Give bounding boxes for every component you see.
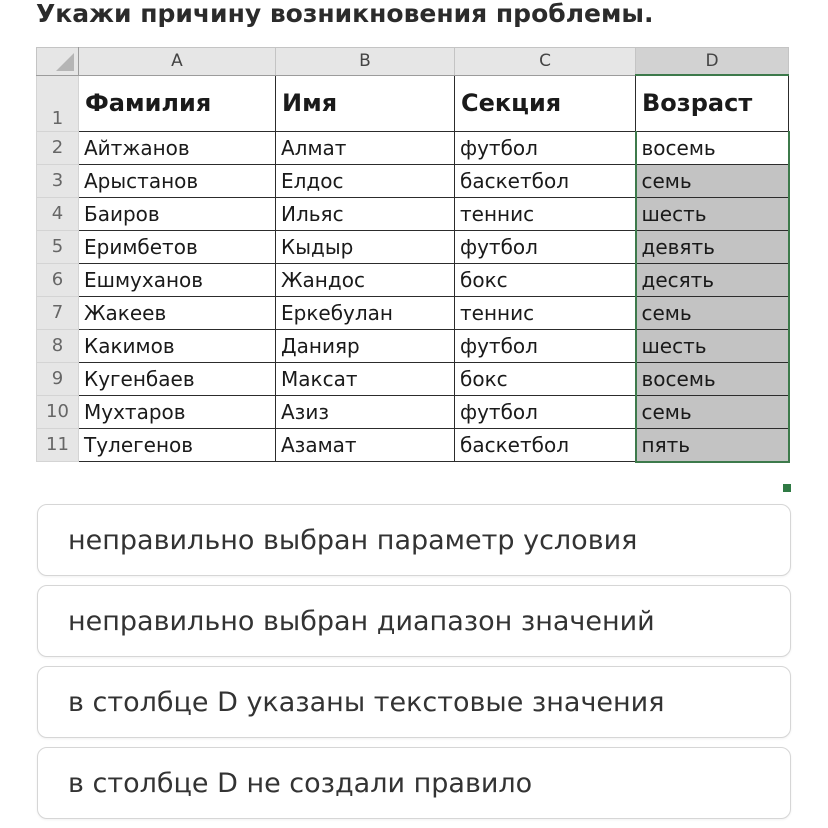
question-title: Укажи причину возникновения проблемы. [36, 0, 654, 28]
cell-age[interactable]: семь [636, 296, 789, 329]
row-number[interactable]: 3 [37, 164, 79, 197]
column-header-a[interactable]: A [79, 48, 276, 76]
cell-age[interactable]: семь [636, 395, 789, 428]
cell-section[interactable]: бокс [455, 362, 636, 395]
cell-age[interactable]: девять [636, 230, 789, 263]
fill-handle[interactable] [782, 483, 792, 493]
table-row [37, 263, 789, 296]
table-row [37, 395, 789, 428]
row-number[interactable]: 6 [37, 263, 79, 296]
table-row [37, 428, 789, 462]
cell-section[interactable]: баскетбол [455, 428, 636, 462]
cell-age[interactable]: восемь [636, 131, 789, 164]
row-number[interactable]: 5 [37, 230, 79, 263]
table-row [37, 296, 789, 329]
cell-surname[interactable]: Какимов [79, 329, 276, 362]
cell-surname[interactable]: Тулегенов [79, 428, 276, 462]
cell-section[interactable]: теннис [455, 197, 636, 230]
cell-age[interactable]: шесть [636, 197, 789, 230]
cell-section[interactable]: бокс [455, 263, 636, 296]
cell-section[interactable]: теннис [455, 296, 636, 329]
row-number[interactable]: 7 [37, 296, 79, 329]
answer-option-2[interactable]: неправильно выбран диапазон значений [37, 585, 791, 657]
table-row [37, 131, 789, 164]
answer-option-3[interactable]: в столбце D указаны текстовые значения [37, 666, 791, 738]
cell-name[interactable]: Ильяс [276, 197, 455, 230]
column-header-d[interactable]: D [636, 48, 789, 76]
cell-age[interactable]: десять [636, 263, 789, 296]
cell-age[interactable]: пять [636, 428, 789, 462]
cell-surname[interactable]: Кугенбаев [79, 362, 276, 395]
row-number[interactable]: 4 [37, 197, 79, 230]
header-cell-age[interactable]: Возраст [636, 75, 789, 131]
table-row [37, 164, 789, 197]
answer-option-1[interactable]: неправильно выбран параметр условия [37, 504, 791, 576]
row-number[interactable]: 10 [37, 395, 79, 428]
row-number[interactable]: 2 [37, 131, 79, 164]
cell-surname[interactable]: Арыстанов [79, 164, 276, 197]
spreadsheet-screenshot [36, 47, 792, 500]
cell-surname[interactable]: Баиров [79, 197, 276, 230]
cell-surname[interactable]: Ешмуханов [79, 263, 276, 296]
cell-section[interactable]: футбол [455, 395, 636, 428]
cell-name[interactable]: Жандос [276, 263, 455, 296]
cell-name[interactable]: Азамат [276, 428, 455, 462]
header-cell-section[interactable]: Секция [455, 75, 636, 131]
cell-section[interactable]: футбол [455, 131, 636, 164]
answer-options [37, 504, 791, 828]
header-row [37, 75, 789, 131]
cell-section[interactable]: баскетбол [455, 164, 636, 197]
cell-age[interactable]: семь [636, 164, 789, 197]
select-all-corner[interactable] [37, 48, 79, 76]
spreadsheet-grid [36, 47, 790, 463]
table-row [37, 230, 789, 263]
header-cell-surname[interactable]: Фамилия [79, 75, 276, 131]
cell-name[interactable]: Данияр [276, 329, 455, 362]
row-number[interactable]: 8 [37, 329, 79, 362]
cell-name[interactable]: Максат [276, 362, 455, 395]
cell-name[interactable]: Азиз [276, 395, 455, 428]
table-row [37, 329, 789, 362]
cell-surname[interactable]: Айтжанов [79, 131, 276, 164]
cell-section[interactable]: футбол [455, 230, 636, 263]
column-header-b[interactable]: B [276, 48, 455, 76]
cell-surname[interactable]: Жакеев [79, 296, 276, 329]
cell-name[interactable]: Кыдыр [276, 230, 455, 263]
row-number[interactable]: 1 [37, 75, 79, 131]
cell-section[interactable]: футбол [455, 329, 636, 362]
cell-name[interactable]: Елдос [276, 164, 455, 197]
row-number[interactable]: 11 [37, 428, 79, 462]
row-number[interactable]: 9 [37, 362, 79, 395]
table-row [37, 197, 789, 230]
cell-age[interactable]: шесть [636, 329, 789, 362]
cell-age[interactable]: восемь [636, 362, 789, 395]
cell-name[interactable]: Еркебулан [276, 296, 455, 329]
cell-surname[interactable]: Еримбетов [79, 230, 276, 263]
table-row [37, 362, 789, 395]
corner-triangle-icon [56, 53, 74, 71]
column-header-row [37, 48, 789, 76]
cell-name[interactable]: Алмат [276, 131, 455, 164]
answer-option-4[interactable]: в столбце D не создали правило [37, 747, 791, 819]
cell-surname[interactable]: Мухтаров [79, 395, 276, 428]
column-header-c[interactable]: C [455, 48, 636, 76]
header-cell-name[interactable]: Имя [276, 75, 455, 131]
